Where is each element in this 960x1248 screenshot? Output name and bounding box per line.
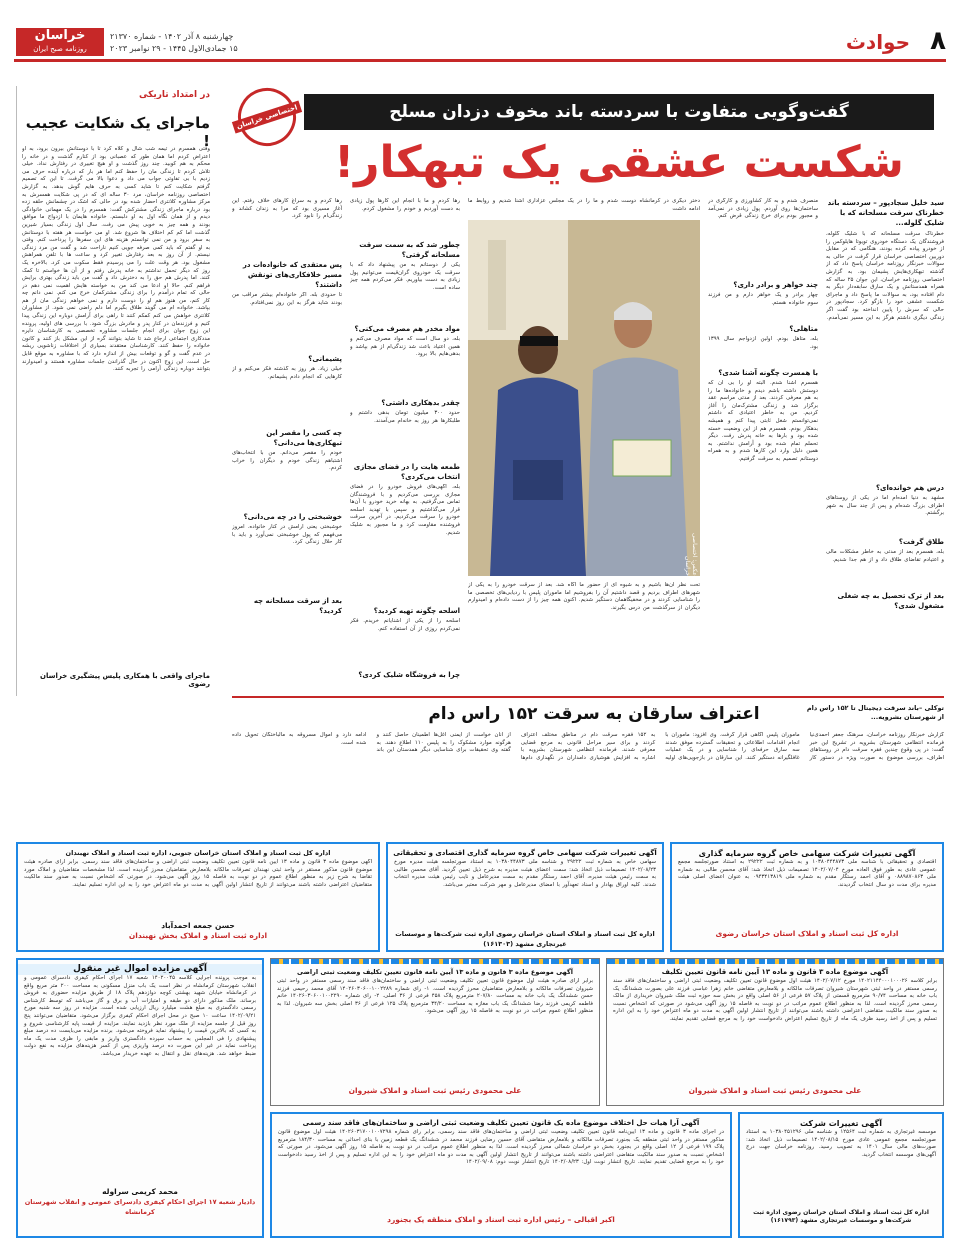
question-item: بعد از سرقت مسلحانه چه کردید؟ xyxy=(253,597,342,615)
ad-footer: دادیار شعبه ۱۷ اجرای احکام کیفری دادسرای عمومی و انقلاب شهرستان کرمانشاه xyxy=(24,1198,256,1216)
newspaper-logo xyxy=(16,28,104,56)
second-story-lead: توکلی –باند سرقت دیجیتال تا ۱۵۲ راس دام از شهرستان بشرویه... xyxy=(806,704,944,721)
ad-shirvan-2 xyxy=(270,958,600,1106)
story-col-2-text-4: همسرم آشنا شدم. البته او را بی آن که دوستش داشته باشم دیدم و خانواده‌ها ما را به هم معرفی کردند. بعد از مدتی مراسم عقد برگزار شد و زندگی مشترک‌مان را آغاز کردیم. من به خاطر اعتیادی که داشتم نمی‌توانستم شغل ثابتی پیدا کنم و همیشه بدهکار بودم. همسرم هم از این وضعیت خسته شده بود و بارها به خانه پدرش رفت. دیگر تحملم تمام شده بود و آرامش نداشتم. به همین دلیل وارد این کارها شدم و به همراه دوستانم تصمیم به سرقت گرفتیم. xyxy=(708,380,818,462)
ad-signer: حسن جمعه احمدآباد xyxy=(161,921,235,930)
photo-credit: عکس: اختصاصی خراسان xyxy=(684,533,698,576)
second-story-body: گزارش خبرنگار روزنامه خراسان، سرهنگ جعفر احمدی‌نیا فرمانده انتظامی شهرستان بشرویه در تشریح این خبر گفت: در پی وقوع چندین فقره سرقت دام در روستاهای اطراف، بررسی موضوع به صورت ویژه در دستور کار ماموران پلیس آگاهی قرار گرفت. وی افزود: ماموران با انجام اقدامات اطلاعاتی و تحقیقات گسترده موفق شدند سه سارق حرفه‌ای را شناسایی و در یک عملیات غافلگیرانه دستگیر کنند. این سارقان در بازجویی‌های اولیه به ۱۵۲ فقره سرقت دام در مناطق مختلف اعتراف کردند و برای سیر مراحل قانونی به مرجع قضایی معرفی شدند. فرمانده انتظامی شهرستان بشرویه با اشاره به افزایش هوشیاری دامداران در نگهداری دام‌ها از آنان خواست از ایمنی آغل‌ها اطمینان حاصل کنند و هرگونه موارد مشکوک را به پلیس ۱۱۰ اطلاع دهند. به گفته وی تحقیقات برای شناسایی دیگر همدستان این باند ادامه دارد و اموال مسروقه به مالباختگان تحویل داده شده است. xyxy=(232,732,944,761)
question-item: بعد از ترک تحصیل به چه شغلی مشغول شدی؟ xyxy=(837,592,944,610)
question-item: درس هم خوانده‌ای؟ xyxy=(875,484,944,492)
question-item: طمعه هایت را در فضای مجازی انتخاب می‌کردی؟ xyxy=(353,463,460,481)
exclusive-badge-text: اختصاصی خراسان xyxy=(232,101,302,134)
story-col-4-text-2: یکی از دوستانم به من پیشنهاد داد که با سرقت یک خودروی گران‌قیمت می‌توانیم پول زیادی به دست بیاوریم. فکر می‌کردم همه چیز ساده است. xyxy=(350,262,460,291)
story-col-5 xyxy=(232,198,342,688)
story-col-1-text: خطرناک سرقت مسلحانه که با شلیک گلوله، فروشندگان یک دستگاه خودروی تویوتا هایلوکس را از خودرو پیاده کرده بودند، هنگامی که در مقابل دوربین اختصاصی خراسان قرار گرفت در حالی به سوالات خبرنگار روزنامه خراسان پاسخ داد که از گذشته تبهکاری‌هایش پشیمان بود. به گزارش اختصاصی روزنامه خراسان، این جوان ۲۵ ساله که همراه همدستانش و یک سارق سابقه‌دار دیگر به دام افتاده بود، به سوالات ما پاسخ داد و ماجرای شکست عشقی خود را بازگو کرد. سجادپور در حالی که سرش را پایین انداخته بود گفت اگر زندگی دیگری داشتم هرگز به این مسیر نمی‌آمدم. xyxy=(826,231,944,321)
story-col-5-text-4: خودم را مقصر می‌دانم. من با انتخاب‌های اشتباهم زندگی خودم و دیگران را خراب کردم. xyxy=(232,450,342,472)
column-signature: ماجرای واقعی با همکاری پلیس پیشگیری خراسان رضوی xyxy=(40,672,210,688)
story-col-2 xyxy=(708,198,818,688)
ad-title: آگهی موضوع ماده ۳ قانون و ماده ۱۳ آیین نامه قانون تعیین تکلیف وضعیت ثبتی اراضی xyxy=(297,968,573,976)
ad-title: آگهی موضوع ماده ۳ قانون و ماده ۱۳ آیین نامه قانون تعیین تکلیف xyxy=(661,968,889,976)
question-item: مواد مخدر هم مصرف می‌کنی؟ xyxy=(354,325,460,333)
second-story-headline: اعتراف سارقان به سرقت ۱۵۲ راس دام xyxy=(428,704,760,724)
photo-top-text: دختر دیگری در کرمانشاه دوست شدم و ما را در یک مجلس عزاداری آشنا شدیم و روابط ما ادامه داشت xyxy=(468,198,700,212)
story-col-4-text: رها کردم و ما با انجام این کارها پول زیادی به دست آوردیم و خودم را مشغول کردم. xyxy=(350,198,460,212)
ad-title: آگهی تغییرات شرکت سهامی خاص گروه سرمایه گذاری xyxy=(698,849,916,858)
ad-footer: اداره کل ثبت اسناد و املاک استان خراسان رضوی اداره ثبت شرکت‌ها و موسسات غیرتجاری مشهد (۱۶۱۷۹۳) xyxy=(753,1209,929,1224)
story-under-photo: تحت نظر آن‌ها باشیم و به شیوه ای از حضور ما آگاه شد. بعد از سرقت خودرو را به یکی از شهرهای اطراف بردیم و قصد داشتیم آن را بفروشیم اما ماموران پلیس با ردیابی‌های تخصصی ما را شناسایی کردند و در مخفیگاهمان دستگیر شدیم. اکنون همه چیز را از دست داده‌ام و امیدوارم دیگران از سرگذشت من درس بگیرند. xyxy=(468,582,700,611)
question-item: با همسرت چگونه آشنا شدی؟ xyxy=(718,369,818,377)
ad-text: آگهی موضوع ماده ۳ قانون و ماده ۱۳ آیین نامه قانون تعیین تکلیف وضعیت ثبتی اراضی و ساختمان‌های فاقد سند رسمی. برابر آرای صادره هیئت موضوع قانون مذکور مستقر در واحد ثبتی نهبندان تصرفات مالکانه بلامعارض متقاضیان محرز گردیده است. لذا مشخصات متقاضیان و املاک مورد تقاضا به شرح زیر به منظور اطلاع عموم در دو نوبت به فاصله ۱۵ روز آگهی می‌شود. در صورتی که اشخاص نسبت به صدور سند مالکیت متقاضیان اعتراضی داشته باشند می‌توانند از تاریخ انتشار اولین آگهی به مدت دو ماه اعتراض خود را به این اداره تسلیم نمایند. xyxy=(24,859,372,888)
ad-nehbandan xyxy=(16,842,380,952)
ad-auction xyxy=(16,958,264,1238)
section-name: حوادث xyxy=(845,30,910,54)
headline: شکست عشقی یک تبهکار! xyxy=(334,137,904,188)
date-line-1: چهارشنبه ۸ آذر ۱۴۰۲ - شماره ۲۱۳۷۰ xyxy=(110,32,234,41)
ad-shirvan-1 xyxy=(606,958,944,1106)
ad-footer: علی محمودی رئیس ثبت اسناد و املاک شیروان xyxy=(688,1086,862,1095)
logo-subtitle: روزنامه صبح ایران xyxy=(33,45,87,53)
masthead-rule xyxy=(14,59,946,62)
story-col-4-text-3: بله، دو سال است که مواد مصرف می‌کنم و همین اعتیاد باعث شد زندگی‌ام از هم بپاشد و بدهی‌هایم بالا برود. xyxy=(350,336,460,358)
lead-bold: سید خلیل سجادپور – سردسته باند خطرناک سرقت مسلحانه که با شلیک گلوله... xyxy=(827,199,944,227)
question-item: چطور شد که به سمت سرقت مسلحانه گرفتی؟ xyxy=(359,241,460,259)
ad-text: برابر آرای صادره هیئت اول موضوع قانون تعیین تکلیف وضعیت ثبتی اراضی و ساختمان‌های فاقد سند رسمی مستقر در واحد ثبتی شیروان تصرفات مالکانه و بلامعارض متقاضیان محرز گردیده است. ۱- رای شماره ۱۴۰۲۶۰۳۰۶۰۰۱۰۰۲۲۸۹ آقای محمد رحیمی فرزند حسن ششدانگ یک باب خانه به مساحت ۲۰۷/۸۰ مترمربع پلاک ۴۵۸ فرعی از ۳۶ اصلی. ۲- رای شماره ۱۴۰۲۶۰۳۰۶۰۰۱۰۰۲۲۹۰ خانم فاطمه کریمی فرزند رضا ششدانگ یک باب مغازه به مساحت ۳۴/۲۰ مترمربع پلاک ۱۲۵ فرعی از ۳۶ اصلی بخش سه شیروان. لذا به منظور اطلاع عموم مراتب در دو نوبت به فاصله ۱۵ روز آگهی می‌شود. xyxy=(277,978,594,1015)
question-item: چه کسی را مقصر این تبهکاری‌ها می‌دانی؟ xyxy=(266,429,342,447)
story-col-5-text-2: تا حدودی بله. اگر خانواده‌ام بیشتر مراقب من بودند شاید هرگز به این روز نمی‌افتادم. xyxy=(232,292,342,306)
ad-title: آگهی تغییرات شرکت سهامی خاص گروه سرمایه گذاری اقتصادی و تحقیقاتی xyxy=(393,849,657,857)
question-item: پس معتقدی که خانواده‌ات در مسیر خلافکاری‌های تونقش داشتند؟ xyxy=(242,261,342,289)
story-col-4-text-4: حدود ۳۰۰ میلیون تومان بدهی داشتم و طلبکارها هر روز به خانه‌ام می‌آمدند. xyxy=(350,410,460,424)
ad-company-changes-2 xyxy=(386,842,664,952)
story-col-5-text: رها کردم و به سراغ کارهای خلاف رفتم. این آغاز مسیری بود که مرا به زندان کشاند و زندگی‌ام را نابود کرد. xyxy=(232,198,342,220)
question-item: متاهلی؟ xyxy=(789,325,818,333)
question-item: خوشبختی را در چه می‌دانی؟ xyxy=(243,513,342,521)
ad-footer: علی محمودی رئیس ثبت اسناد و املاک شیروان xyxy=(348,1086,522,1095)
story-col-1 xyxy=(826,198,944,688)
question-item: پشیمانی؟ xyxy=(308,355,342,363)
ad-text: برابر کلاسه ۱۴۰۲۱۱۴۴۰۰۰۱۰۰۰۲۶ مورخ ۱۴۰۲/۰۷/۱۲ هیئت اول موضوع قانون تعیین تکلیف وضعیت ثبتی اراضی و ساختمان‌های فاقد سند رسمی مستقر در واحد ثبتی شهرستان شیروان تصرفات مالکانه و بلامعارض متقاضی خانم زهرا عباسی فرزند علی بصورت ششدانگ یک باب خانه به مساحت ۹۰/۷۴ مترمربع قسمتی از پلاک ۵۷ فرعی از ۵۶ اصلی واقع در بخش سه حوزه ثبت ملک شیروان خریداری از مالک رسمی محرز گردیده است. لذا به منظور اطلاع عموم مراتب در دو نوبت به فاصله ۱۵ روز آگهی می‌شود در صورتی که اشخاص نسبت به صدور سند مالکیت متقاضی اعتراضی داشته باشند می‌توانند از تاریخ انتشار اولین آگهی به مدت دو ماه اعتراض خود را به این اداره تسلیم و پس از اخذ رسید ظرف یک ماه از تاریخ تسلیم اعتراض دادخواست خود را به مرجع قضایی تقدیم نمایند. xyxy=(613,978,937,1022)
ad-footer: اداره ثبت اسناد و املاک بخش نهبندان xyxy=(128,931,268,940)
ad-company-changes-3 xyxy=(738,1112,944,1238)
story-col-4-text-5: بله، آگهی‌های فروش خودرو را در فضای مجازی بررسی می‌کردیم و با فروشندگان تماس می‌گرفتیم. به بهانه خرید خودرو با آن‌ها قرار می‌گذاشتیم و سپس با تهدید اسلحه خودرو را سرقت می‌کردیم. در آخرین سرقت فروشنده مقاومت کرد و ما مجبور به شلیک شدیم. xyxy=(350,484,460,536)
exclusive-badge xyxy=(230,80,303,153)
ad-stripe xyxy=(271,959,599,964)
masthead xyxy=(0,0,960,68)
ad-title: آگهی تغییرات شرکت xyxy=(799,1119,883,1128)
ad-text: در اجرای ماده ۳ قانون و ماده ۱۳ آیین‌نامه قانون تعیین تکلیف وضعیت ثبتی اراضی و ساختمان‌های فاقد سند رسمی، برابر رای شماره ۱۴۰۲۶۰۳۱۷۰۰۱۰۰۷۲۹۸ هیئت اول موضوع قانون مذکور مستقر در واحد ثبتی منطقه یک بجنورد تصرفات مالکانه و بلامعارض متقاضی آقای حسین رضایی فرزند محمد در ششدانگ یک قطعه زمین با بنای احداثی به مساحت ۱۸۴/۳۰ مترمربع پلاک ۱۹۹ فرعی از ۱۲ اصلی واقع در بجنورد بخش دو خراسان شمالی محرز گردیده است. لذا به منظور اطلاع عموم مراتب در دو نوبت به فاصله ۱۵ روز آگهی می‌شود. در صورتی که اشخاص نسبت به صدور سند مالکیت متقاضی اعتراضی داشته باشند می‌توانند از تاریخ انتشار اولین آگهی به مدت دو ماه اعتراض خود را به این اداره تسلیم و پس از اخذ رسید دادخواست خود را به مرجع قضایی تقدیم نمایند. تاریخ انتشار نوبت اول: ۱۴۰۲/۰۸/۲۳ تاریخ انتشار نوبت دوم: ۱۴۰۲/۰۹/۰۸ xyxy=(278,1129,725,1166)
ad-stripe xyxy=(607,959,943,964)
photo-scene xyxy=(468,220,700,576)
ad-title: آگهی آرا هیات حل اختلاف موضوع ماده یک قانون تعیین تکلیف وضعیت ثبتی اراضی و ساختمان‌های فاقد سند رسمی xyxy=(302,1119,700,1127)
column-box xyxy=(16,86,216,696)
ad-text: سهامی خاص به شماره ثبت ۲۹۲۲۲ و شناسه ملی ۱۰۳۸۰۴۴۸۷۳ به استناد صورتجلسه هیئت مدیره مورخ ۱۴۰۲/۰۸/۲۳ تصمیمات ذیل اتخاذ شد: سمت اعضای هیئت مدیره به شرح ذیل تعیین گردید. آقای محسن طالبی به سمت رئیس هیئت مدیره، آقای احمد رستگار مقدم به سمت مدیرعامل و نایب رئیس هیئت مدیره انتخاب شدند. کلیه اوراق بهادار و اسناد تعهدآور با امضای مدیرعامل و مهر شرکت معتبر می‌باشد. xyxy=(394,859,656,888)
question-item: چرا به فروشگاه شلیک کردی؟ xyxy=(358,671,460,679)
date-line-2: ۱۵ جمادی‌الاول ۱۴۴۵ - ۲۹ نوامبر ۲۰۲۳ xyxy=(110,44,238,53)
ad-bojnurd xyxy=(270,1112,732,1238)
question-item: چقدر بدهکاری داشتی؟ xyxy=(381,399,460,407)
kicker-bar xyxy=(304,94,934,130)
story-col-1-text-2: مشهد به دنیا آمده‌ام اما در یکی از روستاهای اطراف بزرگ شده‌ام و پس از چند سال به شهر برگشتم. xyxy=(826,495,944,517)
kicker: گفت‌وگویی متفاوت با سردسته باند مخوف دزدان مسلح xyxy=(389,102,849,122)
story-col-4-text-6: اسلحه را از یکی از آشنایانم خریدم. فکر نمی‌کردم روزی از آن استفاده کنم. xyxy=(350,618,460,632)
story-col-2-text-2: چهار برادر و یک خواهر دارم و من فرزند سوم خانواده هستم. xyxy=(708,292,818,306)
main-story xyxy=(232,86,944,692)
ad-footer: اداره کل ثبت اسناد و املاک استان خراسان رضوی xyxy=(715,929,899,938)
second-story xyxy=(232,696,944,836)
story-col-5-text-5: خوشبختی یعنی آرامش در کنار خانواده. امروز می‌فهمم که پول خوشبختی نمی‌آورد و باید با کار حلال زندگی کرد. xyxy=(232,524,342,546)
question-item: چند خواهر و برادر داری؟ xyxy=(733,281,818,289)
column-title: ماجرای یک شکایت عجیب ! xyxy=(25,114,210,150)
story-col-5-text-3: خیلی زیاد. هر روز به گذشته فکر می‌کنم و از کارهایی که انجام دادم پشیمانم. xyxy=(232,366,342,380)
ad-footer: اکبر اقبالی – رئیس اداره ثبت اسناد و املاک منطقه یک بجنورد xyxy=(387,1215,615,1224)
ad-text: موسسه غیرتجاری به شماره ثبت ۱۲۵۶۴ و شناسه ملی ۱۰۳۸۰۴۵۱۲۹۶ به استناد صورتجلسه مجمع عمومی عادی مورخ ۱۴۰۲/۰۸/۱۵ تصمیمات ذیل اتخاذ شد: صورت‌های مالی سال ۱۴۰۱ به تصویب رسید. روزنامه خراسان جهت درج آگهی‌های موسسه انتخاب گردید. xyxy=(746,1129,936,1158)
column-body: وقتی همسرم در تیمه شب شال و کلاه کرد تا با دوستانش بیرون برود، به او اعتراض کردم اما همان طور که عصبانی بود از کنارم گذشت و در خانه را محکم به هم کوبید. چند روز گذشت و او هیچ تغییری در رفتارش نداد. خیلی تلاش کردم تا زندگی مان را حفظ کنم اما هر بار که درباره آینده حرف می زدیم با بی تفاوتی جواب می داد و دعوا بالا می گرفت. تا این که تصمیم گرفتم شکایت کنم تا شاید کسی به حرف هایم گوش بدهد. به گزارش اختصاصی روزنامه خراسان، مرد ۳۰ ساله ای که در پی شکایت همسرش به مرکز مشاوره کلانتری احضار شده بود در حالی که اشک در چشمانش حلقه زده بود درباره ماجرای زندگی مشترکش گفت: همسرم را در یک مهمانی خانوادگی دیدم و از همان نگاه اول به او دلبستم. خانواده هایمان با ازدواج ما موافق بودند و همه چیز به خوبی پیش می رفت. سال اول زندگی بسیار شیرین گذشت اما کم کم اختلاف ها شروع شد. او می خواست هر هفته با دوستانش به سفر برود و من نمی توانستم هزینه های این سفرها را پرداخت کنم. وقتی به او گفتم که باید کمی صرفه جویی کنیم ناراحت شد و گفت من مرد زندگی نیستم. از آن روز به بعد رفتارش تغییر کرد و ساعت ها با تلفن همراهش مشغول بود. هر وقت علت را می پرسیدم فقط سکوت می کرد. بالاخره یک روز که دیگر تحمل نداشتم به خانه پدرش رفتم و از آن ها خواستم تا کمک کنند. اما پدرش هم حق را به دخترش داد و گفت من باید زندگی بهتری برایش فراهم کنم. حالا او ادعا می کند من به خواسته هایش اهمیت نمی دهم در حالی که تمام درآمدم را برای زندگی مشترکمان خرج می کنم. نمی دانم چه کار کنم، من هنوز هم او را دوست دارم و نمی خواهم زندگی مان از هم بپاشد. خانواده ام می گویند طلاق بگیرم اما دلم راضی نمی شود. از مشاوران کلانتری خواهش می کنم کمکم کنند تا راهی برای آرامش دوباره این زندگی پیدا کنیم و فرزندمان در کنار پدر و مادرش بزرگ شود. با بررسی های اولیه، پرونده این زوج جوان برای انجام جلسات مشاوره تخصصی به کارشناسان دایره مددکاری اجتماعی ارجاع شد تا شاید بتوانند گره از این مشکل باز کنند و کانون خانواده را حفظ کنند. کارشناسان معتقدند بسیاری از اختلافات زناشویی ریشه در عدم گفت و گو و توقعات بیش از اندازه دارد که با مشاوره به موقع قابل حل است. این زوج اکنون در حال گذراندن جلسات مشاوره هستند و امیدوارند بتوانند دوباره زندگی آرامی را تجربه کنند. xyxy=(22,146,210,373)
ad-text: به موجب پرونده اجرایی کلاسه ۱۴۰۲۰۰۴۵ شعبه ۱۷ اجرای احکام کیفری دادسرای عمومی و انقلاب شهرستان کرمانشاه در نظر است یک باب منزل مسکونی به مساحت ۲۰۰ متر مربع واقع در کرمانشاه خیابان شهید بهشتی کوچه دوازدهم پلاک ۱۸ از طریق مزایده حضوری به فروش برساند. ملک مذکور دارای دو طبقه و امتیازات آب و برق و گاز می‌باشد که توسط کارشناس رسمی دادگستری به مبلغ هشت میلیارد ریال ارزیابی شده است. مزایده در روز سه شنبه مورخ ۱۴۰۲/۰۹/۲۱ ساعت ۱۰ صبح در محل اجرای احکام کیفری برگزار می‌شود. متقاضیان می‌توانند پنج روز قبل از جلسه مزایده از ملک مورد نظر بازدید نمایند. مزایده از قیمت پایه کارشناسی شروع و به کسی که بالاترین قیمت را پیشنهاد نماید فروخته می‌شود. برنده مزایده می‌بایست ده درصد مبلغ پیشنهادی را فی المجلس به حساب سپرده دادگستری واریز و مابقی را ظرف مدت یک ماه پرداخت نماید در غیر این صورت ده درصد واریزی پس از کسر هزینه‌های مزایده به نفع دولت ضبط خواهد شد. هزینه‌های نقل و انتقال به عهده خریدار می‌باشد. xyxy=(24,975,257,1057)
logo-word: خراسان xyxy=(34,28,86,43)
story-col-1-text-3: بله، همسرم بعد از مدتی به خاطر مشکلات مالی و اعتیادم تقاضای طلاق داد و از هم جدا شدیم. xyxy=(826,549,944,563)
column-label: در امتداد تاریکی xyxy=(139,90,210,100)
ad-footer: اداره کل ثبت اسناد و املاک استان خراسان رضوی اداره ثبت شرکت‌ها و موسسات غیرتجاری مشهد (۱۶۱۳۰۳) xyxy=(395,930,655,948)
story-col-2-text-3: بله، متاهل بودم. اولین ازدواجم سال ۱۳۹۹ بود. xyxy=(708,336,818,350)
interview-photo xyxy=(468,220,700,576)
story-col-2-text: منصرف شدم و به کار کشاورزی و کارگری در ساختمان‌ها روی آوردم. پول زیادی در نمی‌آمد و مجبور بودم برای خرج زندگی قرض کنم. xyxy=(708,198,818,220)
story-col-4 xyxy=(350,198,460,688)
ad-title: آگهی مزایده اموال غیر منقول xyxy=(18,964,262,975)
question-item: اسلحه چگونه تهیه کردید؟ xyxy=(373,607,460,615)
question-item: طلاق گرفت؟ xyxy=(898,538,944,546)
page-number: ٨ xyxy=(930,26,946,56)
ad-title: اداره کل ثبت اسناد و املاک استان خراسان جنوبی، اداره ثبت اسناد و املاک نهبندان xyxy=(65,849,331,857)
ad-company-changes-1 xyxy=(670,842,944,952)
ad-signer: محمد کریمی سراوله xyxy=(102,1187,178,1196)
ad-text: اقتصادی و تحقیقاتی با شناسه ملی ۱۰۳۸۰۴۴۴۸۷۳ و به شماره ثبت ۲۹۲۲۲ به استناد صورتجلسه مجمع عمومی عادی به طور فوق العاده مورخ ۱۴۰۲/۰۷/۰۴ تصمیمات ذیل اتخاذ شد: آقای محسن طالبی به شماره ملی ۰۸۸۹۸۷۰۸۶۳ و آقای احمد رستگار مقدم به شماره ملی ۰۹۴۳۴۱۳۸۱۹ به عنوان اعضای اصلی هیئت مدیره برای مدت دو سال انتخاب گردیدند. xyxy=(678,859,936,888)
